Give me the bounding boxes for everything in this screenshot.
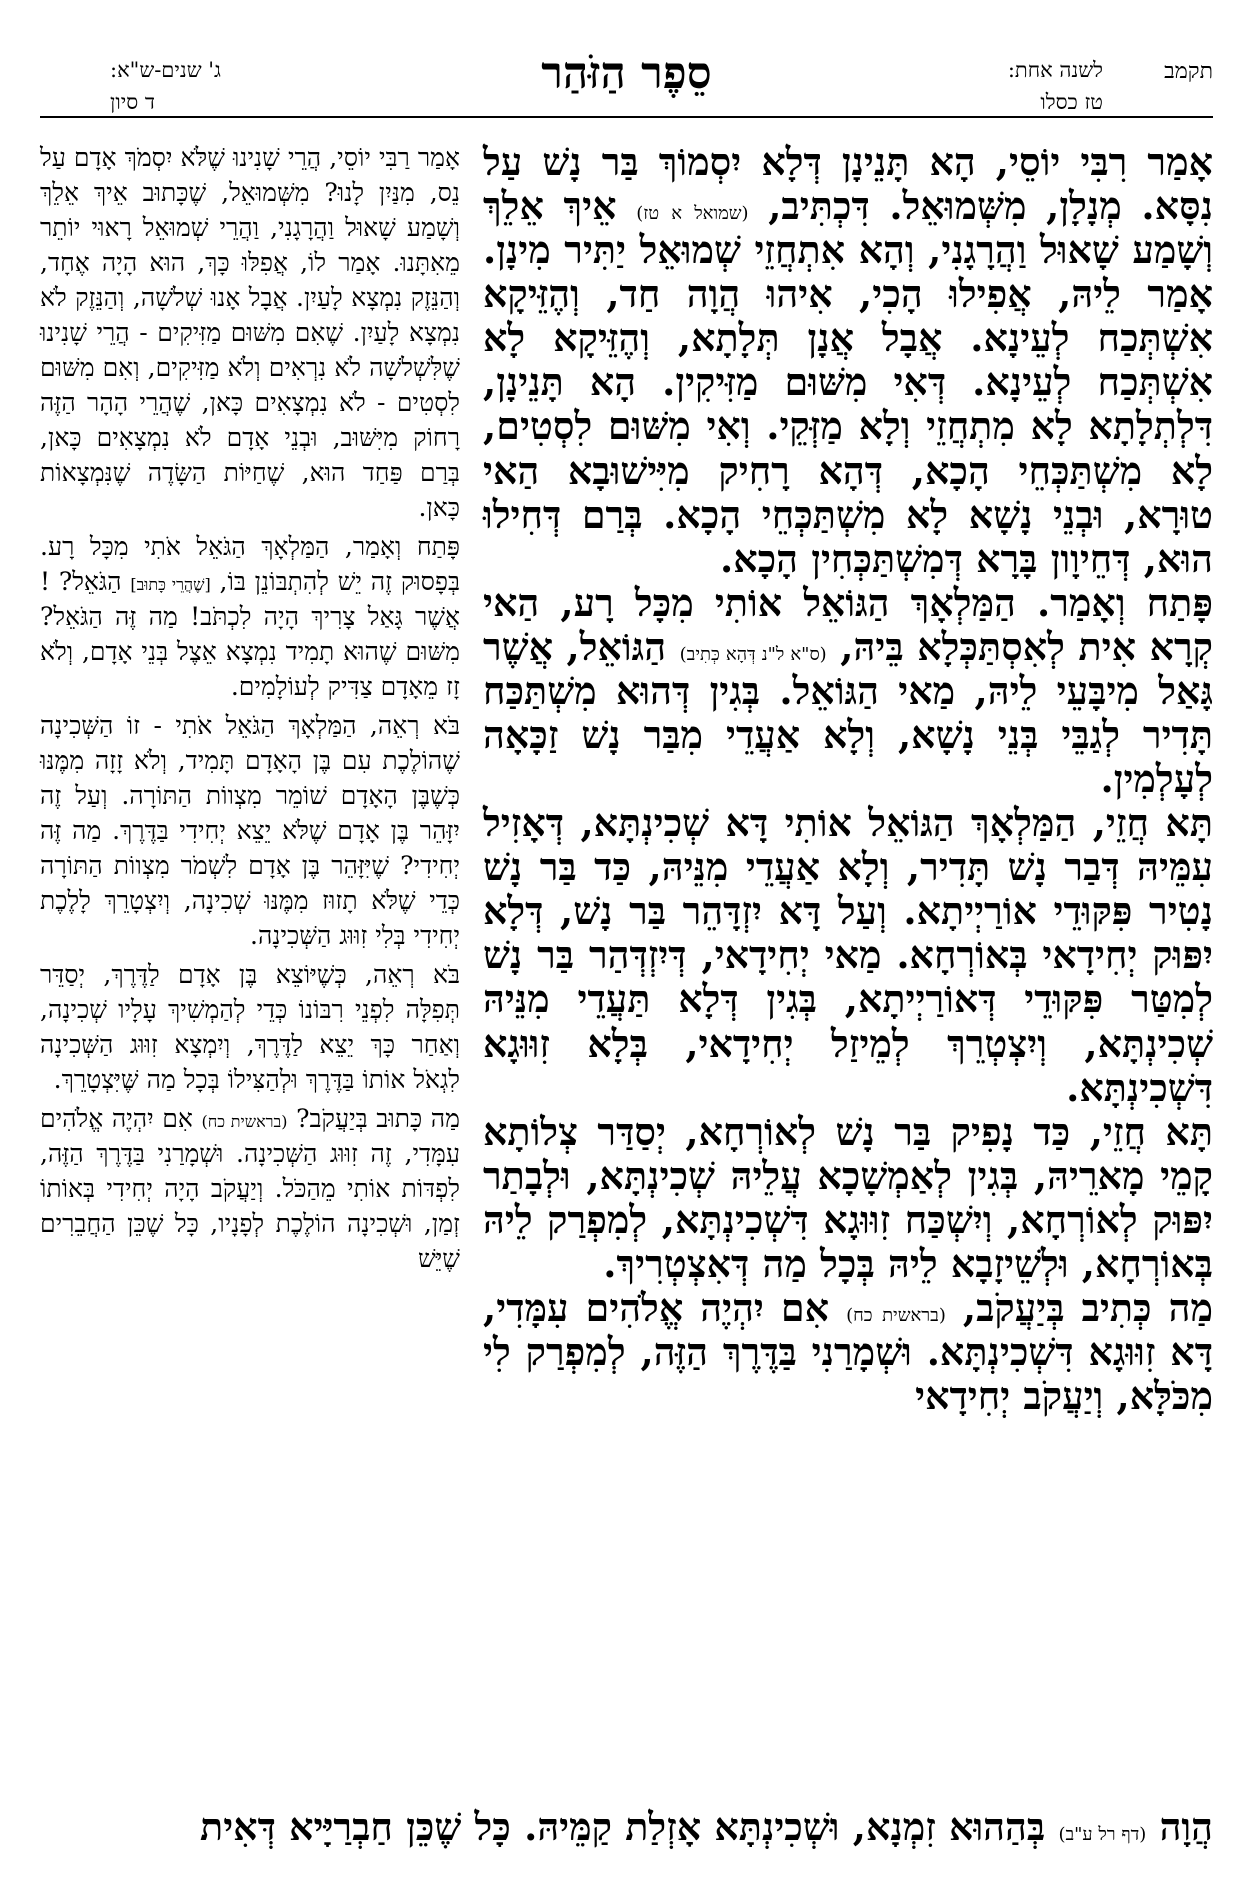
main-text: אָמַר רִבִּי יוֹסֵי, הָא תָּנֵינָן דְּלָא יִסְמוֹךְ בַּר נָשׁ עַל נִסָּא. מְנָלָן, מִשְּׁמוּאֵל. דִּכְתִּיב,	[483, 139, 1213, 229]
one-year-schedule-date: טז כסלו	[1040, 90, 1103, 114]
main-text: אִם יִהְיֶה אֱלֹהִים עִמָּדִי, דָּא זִוּוּגָא דִּשְׁכִינְתָּא. וּשְׁמָרַנִי בַּדֶּרֶךְ הַזֶּה, לְמִפְרַק לִי מִכֹּלָּא, וְיַעֲקֹב יְחִידָאי	[483, 1285, 1213, 1419]
main-text: תָּא חֲזֵי, כַּד נָפִיק בַּר נָשׁ לְאוֹרְחָא, יְסַדַּר צְלוֹתָא קָמֵי מָארֵיהּ, בְּגִין לְאַמְשָׁכָא עֲלֵיהּ שְׁכִינְתָּא, וּלְבָתַר יִפּוּק לְאוֹרְחָא, וְיִשְׁכַּח זִוּוּגָא דִּשְׁכִינְתָּא, לְמִפְרַק לֵיהּ בְּאוֹרְחָא, וּלְשֵׁיזָבָא לֵיהּ בְּכָל מַה דְּאִצְטְרִיךְ.	[483, 1108, 1213, 1286]
translation-text: אָמַר רַבִּי יוֹסֵי, הֲרֵי שָׁנִינוּ שֶׁלֹּא יִסְמֹךְ אָדָם עַל נֵס, מִנַּיִן לָנוּ? מִשְּׁמוּאֵל, שֶׁכָּתוּב אֵיךְ אֵלֵךְ וְשָׁמַע שָׁאוּל וַהֲרָגָנִי, וַהֲרֵי שְׁמוּאֵל רָאוּי יוֹתֵר מֵאִתָּנוּ. אָמַר לוֹ, אֲפִלּוּ כָּךְ, הוּא הָיָה אֶחָד, וְהַנֵּזֶק נִמְצָא לָעַיִן. אֲבָל אָנוּ שְׁלֹשָׁה, וְהַנֵּזֶק לֹא נִמְצָא לָעַיִן. שֶׁאִם מִשּׁוּם מַזִּיקִים - הֲרֵי שָׁנִינוּ שֶׁלִּשְׁלֹשָׁה לֹא נִרְאִים וְלֹא מַזִּיקִים, וְאִם מִשּׁוּם לִסְטִים - לֹא נִמְצָאִים כָּאן, שֶׁהֲרֵי הָהָר הַזֶּה רָחוֹק מִיִּשּׁוּב, וּבְנֵי אָדָם לֹא נִמְצָאִים כָּאן, בְּרַם פַּחַד הוּא, שֶׁחַיּוֹת הַשָּׂדֶה שֶׁנִּמְצָאוֹת כָּאן.	[40, 143, 460, 522]
main-paragraph	[483, 801, 1213, 1110]
page-number: תקמב	[1164, 59, 1213, 84]
translation-text: מַה כָּתוּב בְּיַעֲקֹב?	[296, 1104, 461, 1133]
page-reference: (דף רל ע"ב)	[1058, 1824, 1147, 1845]
translation-paragraph	[40, 957, 460, 1097]
source-reference: [שֶׁהֲרֵי כָּתוּב]	[130, 575, 211, 594]
three-year-schedule-label: ג' שנים-ש"א:	[110, 58, 221, 82]
translation-text: בֹּא רְאֵה, הַמַּלְאָךְ הַגֹּאֵל אֹתִי - זוֹ הַשְּׁכִינָה שֶׁהוֹלֶכֶת עִם בֶּן הָאָדָם תָּמִיד, וְלֹא זָזָה מִמֶּנּוּ כְּשֶׁבֶּן הָאָדָם שׁוֹמֵר מִצְווֹת הַתּוֹרָה. וְעַל זֶה יִזָּהֵר בֶּן אָדָם שֶׁלֹּא יֵצֵא יְחִידִי בַּדֶּרֶךְ. מַה זֶּה יְחִידִי? שֶׁיִּזָּהֵר בֶּן אָדָם לִשְׁמֹר מִצְווֹת הַתּוֹרָה כְּדֵי שֶׁלֹּא תָזוּז מִמֶּנּוּ שְׁכִינָה, וְיִצְטָרֵךְ לָלֶכֶת יְחִידִי בְּלִי זִוּוּג הַשְּׁכִינָה.	[40, 711, 460, 950]
main-paragraph	[483, 1110, 1213, 1286]
main-text: תָּא חֲזֵי, הַמַּלְאָךְ הַגּוֹאֵל אוֹתִי דָּא שְׁכִינְתָּא, דְּאָזִיל עִמֵּיהּ דְּבַר נָשׁ תָּדִיר, וְלָא אַעֲדֵי מִנֵּיהּ, כַּד בַּר נָשׁ נָטִיר פִּקּוּדֵי אוֹרַיְיתָא. וְעַל דָּא יִזְדָּהֵר בַּר נָשׁ, דְּלָא יִפּוּק יְחִידָאי בְּאוֹרְחָא. מַאי יְחִידָאי, דְּיִזְדְּהַר בַּר נָשׁ לְמִטַּר פִּקּוּדֵי דְּאוֹרַיְיתָא, בְּגִין דְּלָא תַּעֲדֵי מִנֵּיהּ שְׁכִינְתָּא, וְיִצְטְרֵךְ לְמֵיזַל יְחִידָאי, בְּלָא זִוּוּגָא דִּשְׁכִינְתָּא.	[483, 800, 1213, 1110]
source-reference: (ס"א ל"נ דְּהָא כְּתִיב)	[679, 643, 827, 665]
page-title: סֵפֶר הַזֹּהַר	[541, 48, 712, 99]
hebrew-translation-column	[40, 140, 460, 1280]
main-text: מַה כְּתִיב בְּיַעֲקֹב,	[962, 1285, 1214, 1331]
translation-paragraph	[40, 140, 460, 525]
source-reference: (שמואל א טז)	[636, 203, 749, 225]
translation-paragraph	[40, 1101, 460, 1276]
aramaic-text-column	[483, 140, 1213, 1418]
translation-text: אִם יִהְיֶה אֱלֹהִים עִמָּדִי, זֶה זִוּוּג הַשְּׁכִינָה. וּשְׁמָרַנִי בַּדֶּרֶךְ הַזֶּה, לִפְדּוֹת אוֹתִי מֵהַכֹּל. וְיַעֲקֹב הָיָה יְחִידִי בְּאוֹתוֹ זְמַן, וּשְׁכִינָה הוֹלֶכֶת לְפָנָיו, כָּל שֶׁכֵּן הַחֲבֵרִים שֶׁיֵּשׁ	[40, 1104, 460, 1273]
source-reference: (בראשית כח)	[846, 1305, 946, 1327]
one-year-schedule-label: לשנה אחת:	[1007, 58, 1103, 82]
main-text: אֵיךְ אֵלֵךְ וְשָׁמַע שָׁאוּל וַהֲרָגָנִי, וְהָא אִתְחֲזֵי שְׁמוּאֵל יַתִּיר מִינָן. אָמַר לֵיהּ, אֲפִילוּ הָכִי, אִיהוּ הֲוָה חַד, וְהֶזֵּיקָא אִשְׁתְּכַח לְעֵינָא. אֲבָל אֲנָן תְּלָתָא, וְהֶזֵּיקָא לָא אִשְׁתְּכַח לְעֵינָא. דְּאִי מִשּׁוּם מַזִּיקִין. הָא תָּנֵינָן, דִּלְתְלָתָא לָא מִתְחֲזֵי וְלָא מַזְּקֵי. וְאִי מִשּׁוּם לִסְטִים, לָא מִשְׁתַּכְּחֵי הָכָא, דְּהָא רָחִיק מִיִּישׁוּבָא הַאי טוּרָא, וּבְנֵי נָשָׁא לָא מִשְׁתַּכְּחֵי הָכָא. בְּרַם דְּחִילוּ הוּא, דְּחֵיוָון בָּרָא דְּמִשְׁתַּכְּחִין הָכָא.	[483, 183, 1213, 581]
translation-text: בֹּא רְאֵה, כְּשֶׁיּוֹצֵא בֶּן אָדָם לַדֶּרֶךְ, יְסַדֵּר תְּפִלָּה לִפְנֵי רִבּוֹנוֹ כְּדֵי לְהַמְשִׁיךְ עָלָיו שְׁכִינָה, וְאַחַר כָּךְ יֵצֵא לַדֶּרֶךְ, וְיִמְצָא זִוּוּג הַשְּׁכִינָה לִגְאֹל אוֹתוֹ בַּדֶּרֶךְ וּלְהַצִּילוֹ בְּכָל מַה שֶּׁיִּצְטָרֵךְ.	[40, 960, 460, 1094]
main-paragraph	[483, 1286, 1213, 1418]
source-reference: (בראשית כח)	[201, 1112, 288, 1131]
translation-paragraph	[40, 529, 460, 704]
main-paragraph	[483, 140, 1213, 581]
main-text: הַגּוֹאֵל, אֲשֶׁר גָּאַל מִיבָּעֵי לֵיהּ, מַאי הַגּוֹאֵל. בְּגִין דְּהוּא מִשְׁתַּכַּח תָּדִיר לְגַבֵּי בְּנֵי נָשָׁא, וְלָא אַעֲדֵי מִבַּר נָשׁ זַכָּאָה לְעָלְמִין.	[483, 623, 1213, 802]
translation-paragraph	[40, 708, 460, 953]
main-paragraph	[483, 581, 1213, 801]
header-divider	[40, 116, 1213, 118]
bottom-continuation-line	[40, 1804, 1213, 1850]
main-text: פָּתַח וְאָמַר. הַמַּלְאָךְ הַגּוֹאֵל אוֹתִי מִכָּל רָע, הַאי קְרָא אִית לְאִסְתַּכְּלָא בֵּיהּ,	[483, 579, 1214, 669]
translation-text: הַגֹּאֵל? ! אֲשֶׁר גָּאַל צָרִיךְ הָיָה לִכְתֹּב! מַה זֶּה הַגֹּאֵל? מִשּׁוּם שֶׁהוּא תָמִיד נִמְצָא אֵצֶל בְּנֵי אָדָם, וְלֹא זָז מֵאָדָם צַדִּיק לְעוֹלָמִים.	[40, 567, 460, 701]
main-text: בְּהַהוּא זִמְנָא, וּשְׁכִינְתָּא אָזְלַת קַמֵּיהּ. כָּל שֶׁכֵּן חַבְרַיָּיא דְּאִית	[200, 1804, 1046, 1849]
main-text: הֲוָה	[1159, 1804, 1213, 1849]
translation-text: פָּתַח וְאָמַר, הַמַּלְאָךְ הַגֹּאֵל אֹתִי מִכָּל רָע. בְּפָסוּק זֶה יֵשׁ לְהִתְבּוֹנֵן בּוֹ,	[40, 532, 460, 596]
three-year-schedule-date: ד סיון	[110, 90, 155, 114]
